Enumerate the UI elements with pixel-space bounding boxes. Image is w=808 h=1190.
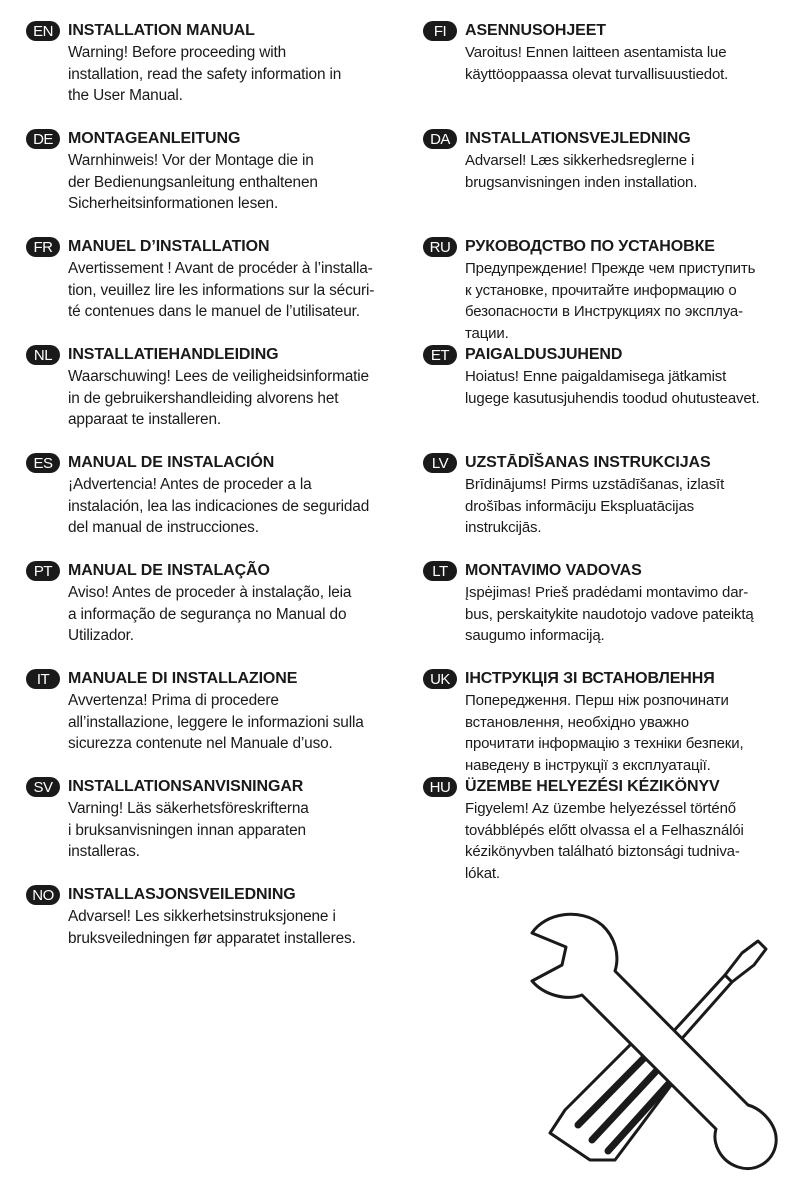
section-text-nl: Waarschuwing! Lees de veiligheidsinformatie in de gebruikershandleiding alvorens het apparaat te installeren.: [68, 368, 369, 429]
section-text-ru: Предупреждение! Прежде чем приступить к установке, прочитайте информацию о безопасности в Инструкциях по эксплуа- тации.: [465, 260, 756, 342]
section-text-de: Warnhinweis! Vor der Montage die in der Bedienungsanleitung enthaltenen Sicherheitsinformationen lesen.: [68, 152, 318, 213]
language-badge-en: EN: [26, 21, 60, 41]
section-title-lt: MONTAVIMO VADOVAS: [465, 562, 642, 579]
section-text-it: Avvertenza! Prima di procedere all’installazione, leggere le informazioni sulla sicurezza contenute nel Manuale d’uso.: [68, 692, 364, 753]
section-fr: [26, 236, 396, 323]
section-sv: [26, 776, 396, 863]
section-pt: [26, 560, 396, 647]
language-badge-lt: LT: [423, 561, 457, 581]
section-title-lv: UZSTĀDĪŠANAS INSTRUKCIJAS: [465, 454, 711, 471]
language-badge-fr: FR: [26, 237, 60, 257]
section-title-uk: ІНСТРУКЦІЯ ЗІ ВСТАНОВЛЕННЯ: [465, 670, 715, 687]
section-text-sv: Varning! Läs säkerhetsföreskrifterna i bruksanvisningen innan apparaten installeras.: [68, 800, 309, 861]
language-badge-it: IT: [26, 669, 60, 689]
section-text-no: Advarsel! Les sikkerhetsinstruksjonene i bruksveiledningen før apparatet installeres.: [68, 908, 356, 947]
language-badge-hu: HU: [423, 777, 457, 797]
section-fi: [423, 20, 793, 85]
section-es: [26, 452, 396, 539]
section-text-lv: Brīdinājums! Pirms uzstādīšanas, izlasīt drošības informāciju Ekspluatācijas instrukcijās.: [465, 476, 725, 537]
section-text-uk: Попередження. Перш ніж розпочинати встановлення, необхідно уважно прочитати інформацію з техніки безпеки, наведену в інструкції з експлуатації.: [465, 692, 744, 774]
section-it: [26, 668, 396, 755]
language-badge-nl: NL: [26, 345, 60, 365]
section-uk: [423, 668, 793, 776]
section-da: [423, 128, 793, 193]
language-badge-no: NO: [26, 885, 60, 905]
section-title-pt: MANUAL DE INSTALAÇÃO: [68, 562, 270, 579]
language-badge-fi: FI: [423, 21, 457, 41]
section-text-fr: Avertissement ! Avant de procéder à l’installa- tion, veuillez lire les informations sur la sécuri- té contenues dans le manuel de l’utilisateur.: [68, 260, 375, 321]
language-badge-pt: PT: [26, 561, 60, 581]
language-badge-sv: SV: [26, 777, 60, 797]
section-text-hu: Figyelem! Az üzembe helyezéssel történő továbblépés előtt olvassa el a Felhasználói kézikönyvben található biztonsági tudniva- lókat.: [465, 800, 744, 882]
section-title-it: MANUALE DI INSTALLAZIONE: [68, 670, 298, 687]
language-badge-lv: LV: [423, 453, 457, 473]
section-text-es: ¡Advertencia! Antes de proceder a la instalación, lea las indicaciones de seguridad del manual de instrucciones.: [68, 476, 370, 537]
section-title-de: MONTAGEANLEITUNG: [68, 130, 241, 147]
language-badge-uk: UK: [423, 669, 457, 689]
section-title-ru: РУКОВОДСТВО ПО УСТАНОВКЕ: [465, 238, 715, 255]
section-nl: [26, 344, 396, 431]
section-lt: [423, 560, 793, 647]
section-text-lt: Įspėjimas! Prieš pradėdami montavimo dar- bus, perskaitykite naudotojo vadove pateiktą saugumo informaciją.: [465, 584, 754, 645]
section-et: [423, 344, 793, 409]
language-badge-es: ES: [26, 453, 60, 473]
section-title-es: MANUAL DE INSTALACIÓN: [68, 454, 275, 471]
section-text-pt: Aviso! Antes de proceder à instalação, leia a informação de segurança no Manual do Utilizador.: [68, 584, 352, 645]
section-title-sv: INSTALLATIONSANVISNINGAR: [68, 778, 304, 795]
section-de: [26, 128, 396, 215]
section-title-fi: ASENNUSOHJEET: [465, 22, 606, 39]
section-title-nl: INSTALLATIEHANDLEIDING: [68, 346, 279, 363]
section-no: [26, 884, 396, 949]
section-lv: [423, 452, 793, 539]
section-title-et: PAIGALDUSJUHEND: [465, 346, 623, 363]
section-title-da: INSTALLATIONSVEJLEDNING: [465, 130, 691, 147]
section-text-da: Advarsel! Læs sikkerhedsreglerne i brugsanvisningen inden installation.: [465, 152, 698, 191]
section-text-et: Hoiatus! Enne paigaldamisega jätkamist lugege kasutusjuhendis toodud ohutusteavet.: [465, 368, 760, 407]
section-title-fr: MANUEL D’INSTALLATION: [68, 238, 270, 255]
language-badge-ru: RU: [423, 237, 457, 257]
language-badge-de: DE: [26, 129, 60, 149]
section-title-en: INSTALLATION MANUAL: [68, 22, 255, 39]
section-text-en: Warning! Before proceeding with installation, read the safety information in the User Manual.: [68, 44, 342, 105]
language-badge-da: DA: [423, 129, 457, 149]
language-badge-et: ET: [423, 345, 457, 365]
section-text-fi: Varoitus! Ennen laitteen asentamista lue käyttöoppaassa olevat turvallisuustiedot.: [465, 44, 729, 83]
wrench-screwdriver-icon: [520, 905, 790, 1175]
section-title-hu: ÜZEMBE HELYEZÉSI KÉZIKÖNYV: [465, 778, 720, 795]
section-hu: [423, 776, 793, 884]
section-en: [26, 20, 396, 107]
section-ru: [423, 236, 793, 344]
section-title-no: INSTALLASJONSVEILEDNING: [68, 886, 296, 903]
